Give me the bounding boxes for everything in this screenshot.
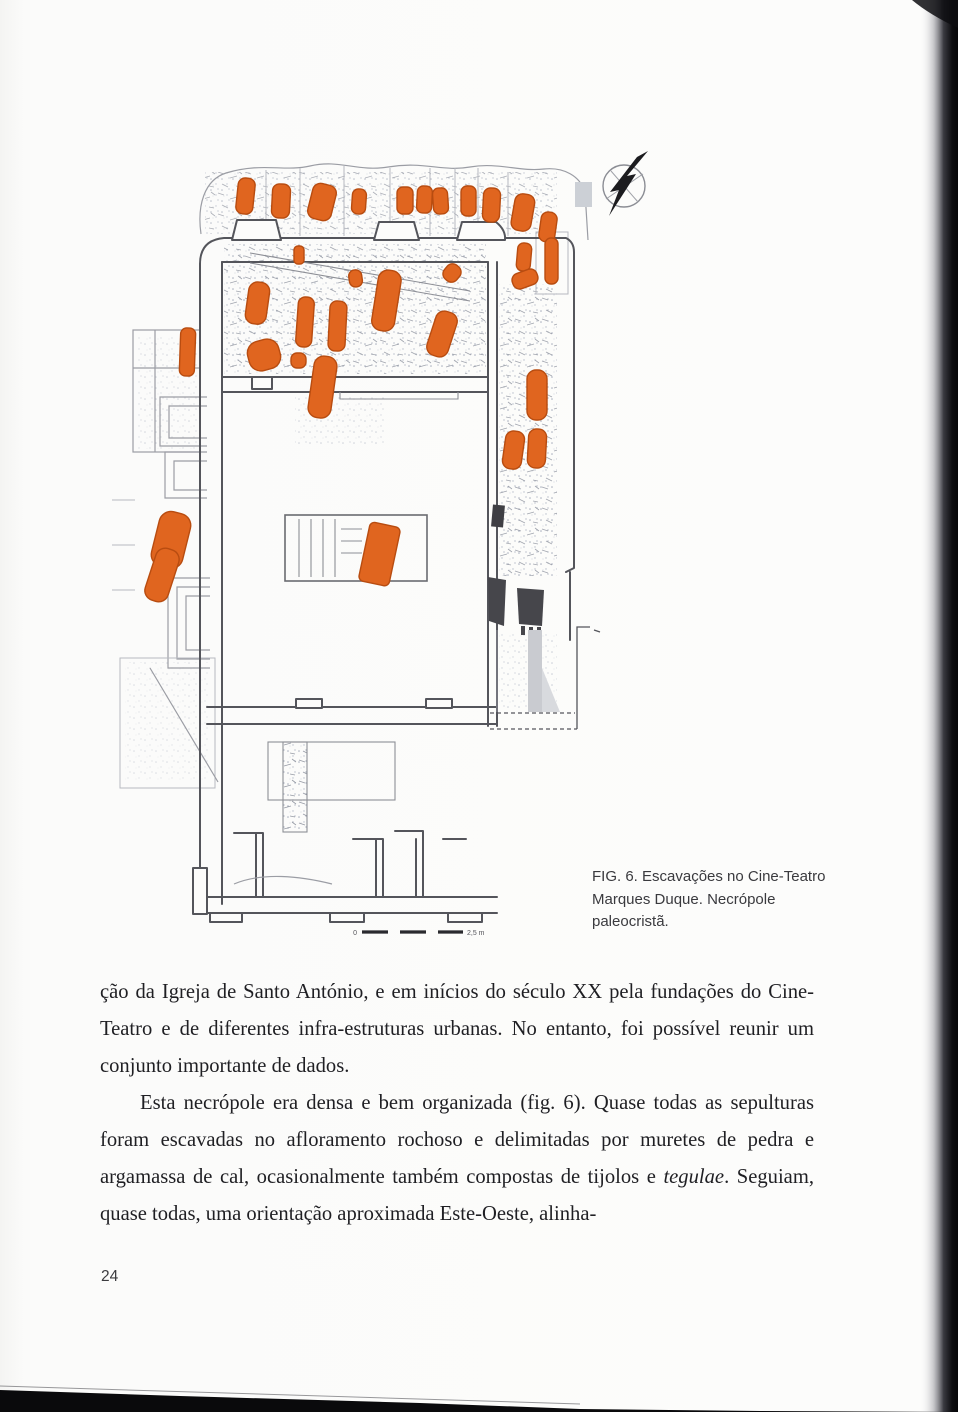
paragraph-2-start: Esta necrópole era densa e bem organizada (fig. 6). Quase todas as sepulturas foram escavadas no afloramento rochoso e delimitadas por muretes de pedra e argamassa de cal, ocasionalmente também compostas de tijolos e — [100, 1092, 814, 1188]
tomb-marker — [235, 177, 256, 215]
tomb-marker — [142, 546, 182, 605]
tomb-marker — [291, 353, 306, 368]
tomb-marker — [271, 184, 291, 219]
tomb-marker — [527, 370, 547, 420]
paragraph-2-italic-term: tegulae — [663, 1166, 725, 1188]
tomb-marker — [545, 238, 558, 284]
tomb-marker — [328, 301, 348, 352]
tomb-marker — [348, 269, 363, 288]
caption-line: Marques Duque. Necrópole — [592, 890, 776, 908]
scale-left-label: 0 — [353, 930, 357, 937]
tomb-marker — [432, 187, 449, 214]
scale-bar — [353, 930, 485, 937]
tomb-marker — [295, 297, 314, 348]
tomb-marker — [358, 522, 401, 587]
tombs-group — [142, 177, 558, 604]
tomb-marker — [482, 188, 501, 223]
caption-line: FIG. 6. Escavações no Cine-Teatro — [592, 868, 826, 885]
central-structure — [285, 515, 427, 581]
page-number: 24 — [101, 1268, 119, 1285]
figure-caption — [592, 866, 842, 934]
tomb-marker — [397, 187, 413, 214]
paragraph-1: ção da Igreja de Santo António, e em inícios do século XX pela fundações do Cine-Teatro e de diferentes infra-estruturas urbanas. No entanto, foi possível reunir um conjunto importante de dados. — [100, 981, 814, 1077]
tomb-marker — [179, 328, 196, 376]
tomb-marker — [527, 429, 547, 469]
paragraph-2 — [100, 1085, 814, 1233]
paragraph-2-end: . Seguiam, quase todas, uma orientação aproximada Este-Oeste, alinha- — [100, 1166, 814, 1225]
tomb-marker — [416, 186, 432, 214]
body-text — [100, 974, 814, 1233]
north-arrow-icon — [603, 151, 648, 216]
tomb-marker — [294, 246, 304, 264]
caption-line: paleocristã. — [592, 913, 669, 930]
tomb-marker — [516, 242, 532, 271]
tomb-marker — [351, 189, 367, 215]
tomb-marker — [461, 186, 476, 216]
scale-right-label: 2,5 m — [467, 930, 485, 937]
ground-texture — [125, 172, 557, 832]
